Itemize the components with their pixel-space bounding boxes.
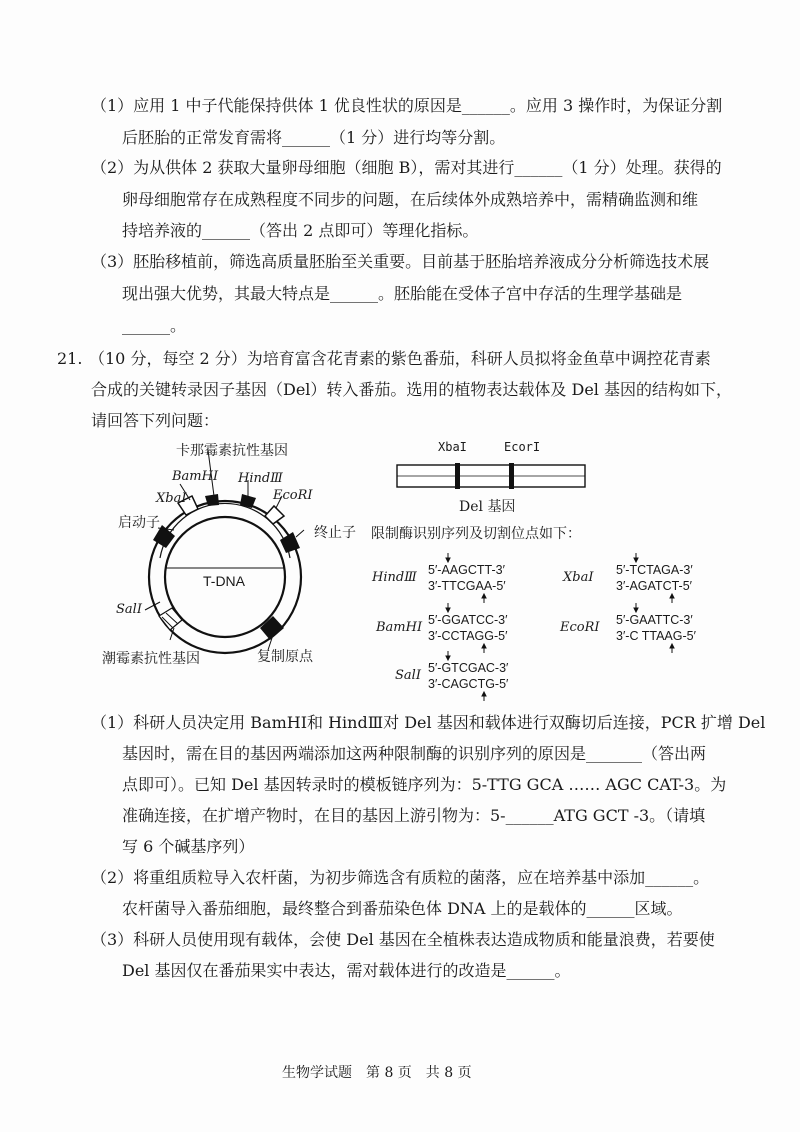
q21-p2-line-1: （2）将重组质粒导入农杆菌，为初步筛选含有质粒的菌落，应在培养基中添加______。 [91, 868, 710, 887]
enzyme-xba-name: XbaI [563, 570, 594, 585]
del-caption: Del 基因 [459, 499, 516, 515]
label-promoter: 启动子 [118, 515, 160, 531]
q20-line-2: 后胚胎的正常发育需将______（1 分）进行均等分割。 [122, 128, 506, 147]
label-bamhi: BamHI [172, 469, 219, 484]
enzyme-xba-top: 5′-TCTAGA-3′ [616, 563, 693, 577]
enzyme-bam-name: BamHI [376, 620, 423, 635]
q20-line-7: 现出强大优势，其最大特点是______。胚胎能在受体子宫中存活的生理学基础是 [122, 284, 683, 303]
q21-p1-line-5: 写 6 个碱基序列） [122, 837, 255, 856]
enzyme-hind-bot: 3′-TTCGAA-5′ [428, 579, 506, 593]
del-eco-site [509, 463, 514, 489]
q21-p1-line-2: 基因时，需在目的基因两端添加这两种限制酶的识别序列的原因是_______（答出两 [122, 744, 707, 763]
page-footer: 生物学试题 第 8 页 共 8 页 [282, 1065, 472, 1081]
enzyme-eco-top: 5′-GAATTC-3′ [616, 613, 693, 627]
enzyme-bam-bot: 3′-CCTAGG-5′ [428, 629, 508, 643]
enzyme-bam-top: 5′-GGATCC-3′ [428, 613, 508, 627]
label-terminator: 终止子 [314, 525, 356, 541]
ori-block [260, 616, 284, 640]
enzymes-title: 限制酶识别序列及切割位点如下： [371, 526, 581, 542]
label-ori: 复制原点 [257, 649, 313, 665]
enzyme-sal-name: SalI [395, 668, 421, 683]
hyg-gene-block [159, 608, 182, 630]
enzyme-hind-name: HindⅢ [372, 570, 417, 585]
q20-line-3: （2）为从供体 2 获取大量卵母细胞（细胞 B），需对其进行______（1 分）处理。获得的 [91, 158, 722, 177]
q21-line-3: 请回答下列问题： [91, 411, 220, 430]
label-tdna: T-DNA [203, 573, 245, 589]
q21-number: 21. [57, 349, 83, 368]
enzyme-sal-bot: 3′-CAGCTG-5′ [428, 677, 509, 691]
q20-line-1: （1）应用 1 中子代能保持供体 1 优良性状的原因是______。应用 3 操作时，为保证分割 [91, 96, 723, 115]
del-xba-label: XbaI [438, 440, 467, 454]
q21-p1-line-1: （1）科研人员决定用 BamHI和 HindⅢ对 Del 基因和载体进行双酶切后连接，PCR 扩增 Del [91, 713, 766, 732]
q20-line-5: 持培养液的______（答出 2 点即可）等理化指标。 [122, 221, 479, 240]
label-hyg-resistance: 潮霉素抗性基因 [102, 651, 200, 667]
label-kan-resistance: 卡那霉素抗性基因 [176, 443, 288, 459]
enzyme-hind-top: 5′-AAGCTT-3′ [428, 563, 505, 577]
del-xba-site [455, 463, 460, 489]
del-eco-label: EcorI [504, 440, 541, 454]
enzyme-eco-bot: 3′-C TTAAG-5′ [616, 629, 696, 643]
enzyme-sal-top: 5′-GTCGAC-3′ [428, 661, 509, 675]
label-ecori: EcoRI [273, 488, 313, 503]
q20-line-8: ______。 [122, 316, 187, 335]
q20-line-6: （3）胚胎移植前，筛选高质量胚胎至关重要。目前基于胚胎培养液成分分析筛选技术展 [91, 252, 710, 271]
label-xbai: XbaI [156, 491, 187, 506]
q20-line-4: 卵母细胞常存在成熟程度不同步的问题，在后续体外成熟培养中，需精确监测和维 [122, 190, 699, 209]
q21-line-2: 合成的关键转录因子基因（Del）转入番茄。选用的植物表达载体及 Del 基因的结构如下， [91, 380, 733, 399]
ecori-site-block [265, 506, 284, 524]
plasmid-diagram [100, 440, 370, 670]
enzyme-xba-bot: 3′-AGATCT-5′ [616, 579, 692, 593]
label-hind: HindⅢ [238, 471, 283, 486]
q21-line-1: （10 分，每空 2 分）为培育富含花青素的紫色番茄，科研人员拟将金鱼草中调控花青素 [89, 349, 711, 368]
enzyme-eco-name: EcoRI [560, 620, 600, 635]
q21-p1-line-4: 准确连接，在扩增产物时，在目的基因上游引物为：5-______ATG GCT -3。（请填 [122, 806, 706, 825]
del-gene-diagram [395, 455, 595, 495]
q21-p3-line-1: （3）科研人员使用现有载体，会使 Del 基因在全植株表达造成物质和能量浪费，若要使 [91, 930, 715, 949]
q21-p2-line-2: 农杆菌导入番茄细胞，最终整合到番茄染色体 DNA 上的是载体的______区域。 [122, 899, 683, 918]
label-sali: SalI [116, 602, 142, 617]
q21-p1-line-3: 点即可）。已知 Del 基因转录时的模板链序列为：5-TTG GCA …… AGC CAT-3。为 [122, 775, 727, 794]
q21-p3-line-2: Del 基因仅在番茄果实中表达，需对载体进行的改造是______。 [122, 961, 571, 980]
